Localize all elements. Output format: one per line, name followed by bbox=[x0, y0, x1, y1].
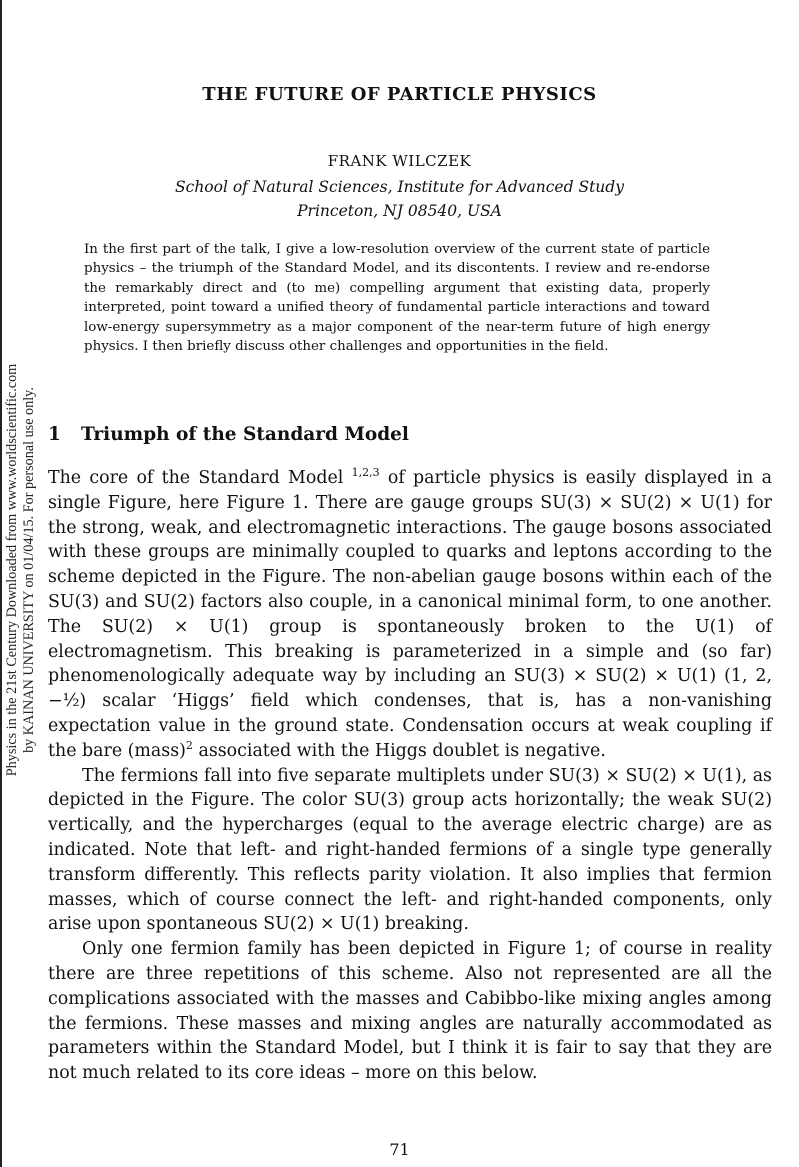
author-affiliation bbox=[0, 175, 799, 223]
mass-exponent: 2 bbox=[185, 738, 193, 752]
download-notice-line-1: Physics in the 21st Century Downloaded from www.worldscientific.com bbox=[4, 363, 20, 777]
download-notice bbox=[4, 330, 44, 810]
paragraph-2: The fermions fall into five separate multiplets under SU(3) × SU(2) × U(1), as depicted in the Figure. The color SU(3) group acts horizontally; the weak SU(2) vertically, and the hypercharges (equal to the average electric charge) are as indicated. Note that left- and right-handed fermions of a single type generally transform differently. This reflects parity violation. It also implies that fermion masses, which of course connect the left- and right-handed components, only arise upon spontaneous SU(2) × U(1) breaking. bbox=[48, 765, 772, 935]
citation-ref: 1,2,3 bbox=[351, 466, 380, 480]
page-number: 71 bbox=[389, 1140, 410, 1159]
section-number: 1 bbox=[48, 424, 61, 445]
paragraph-1-text-c: associated with the Higgs doublet is negative. bbox=[192, 740, 606, 761]
body-text bbox=[48, 466, 772, 1086]
download-notice-line-2: by KAINAN UNIVERSITY on 01/04/15. For personal use only. bbox=[21, 387, 37, 753]
section-heading bbox=[48, 424, 409, 445]
affiliation-line-1: School of Natural Sciences, Institute for Advanced Study bbox=[175, 178, 624, 196]
paragraph-1-text-a: The core of the Standard Model bbox=[48, 468, 352, 488]
paragraph-3: Only one fermion family has been depicted in Figure 1; of course in reality there are three repetitions of this scheme. Also not represented are all the complications associated with the masses and Cabibbo-like mixing angles among the fermions. These masses and mixing angles are naturally accommodated as parameters within the Standard Model, but I think it is fair to say that they are not much related to its core ideas – more on this below. bbox=[48, 939, 772, 1084]
affiliation-line-2: Princeton, NJ 08540, USA bbox=[297, 202, 502, 220]
section-title: Triumph of the Standard Model bbox=[81, 424, 409, 445]
abstract: In the first part of the talk, I give a low-resolution overview of the current state of particle physics – the triumph of the Standard Model, and its discontents. I review and re-endorse the remarkably direct and (to me) compelling argument that existing data, properly interpreted, point toward a unified theory of fundamental particle interactions and toward low-energy supersymmetry as a major component of the near-term future of high energy physics. I then briefly discuss other challenges and opportunities in the field. bbox=[84, 242, 710, 355]
author-name: FRANK WILCZEK bbox=[327, 152, 472, 170]
paragraph-1 bbox=[48, 466, 772, 764]
paragraph-1-text-b: of particle physics is easily displayed in a single Figure, here Figure 1. There are gauge groups SU(3) × SU(2) × U(1) for the strong, weak, and electromagnetic interactions. The gauge bosons associated with these groups are minimally coupled to quarks and leptons according to the scheme depicted in the Figure. The non-abelian gauge bosons within each of the SU(3) and SU(2) factors also couple, in a canonical minimal form, to one another. The SU(2) × U(1) group is spontaneously broken to the U(1) of electromagnetism. This breaking is parameterized in a simple and (so far) phenomenologically adequate way by including an SU(3) × SU(2) × U(1) (1, 2, −½) scalar ‘Higgs’ field which condenses, that is, has a non-vanishing expectation value in the ground state. Condensation occurs at weak coupling if the bare (mass) bbox=[48, 468, 772, 761]
paper-title: THE FUTURE OF PARTICLE PHYSICS bbox=[202, 84, 597, 105]
